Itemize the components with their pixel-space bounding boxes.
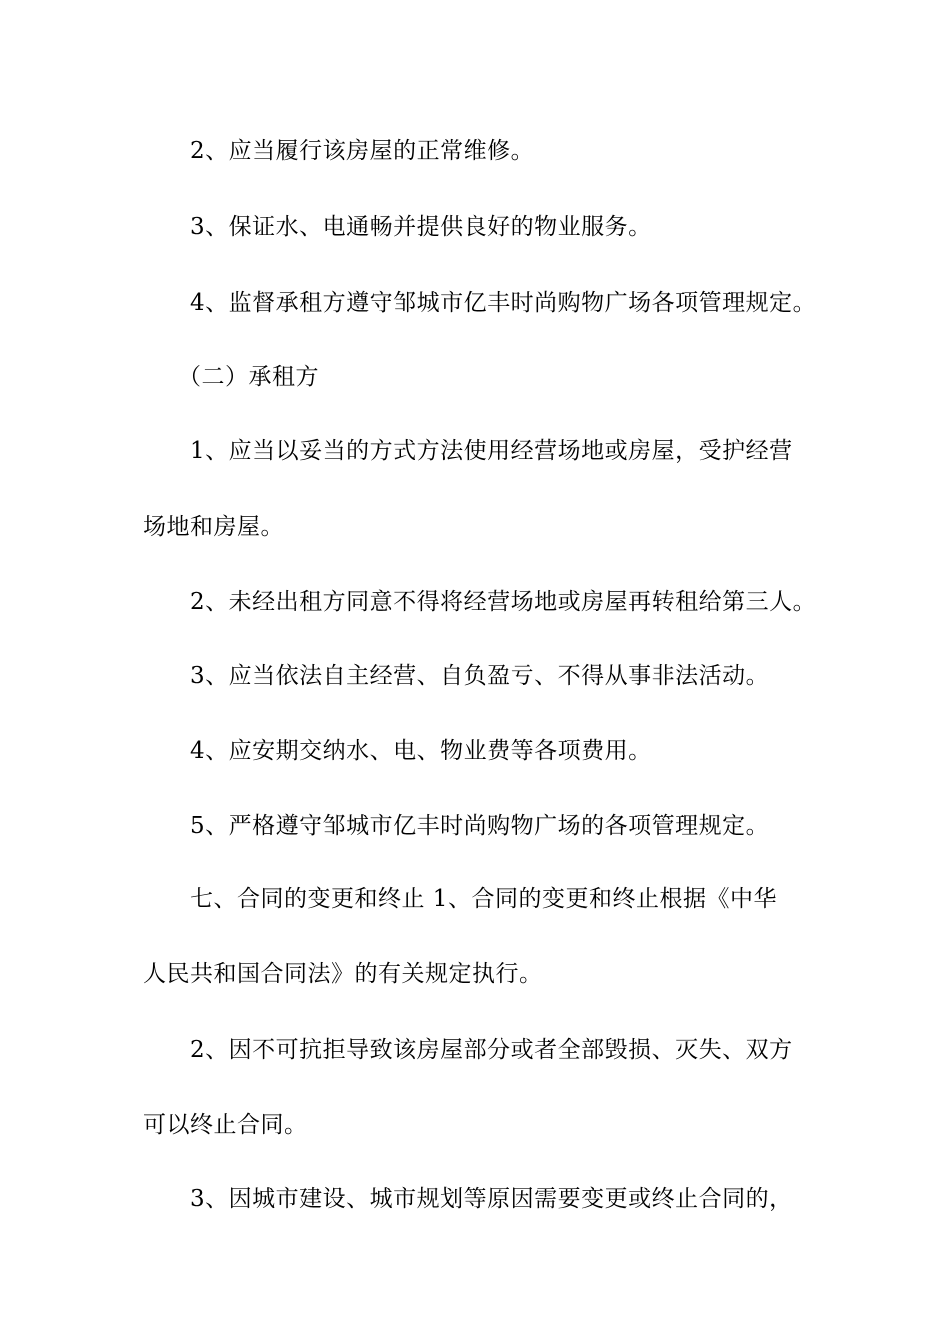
paragraph-change-item-2: 2、因不可抗拒导致该房屋部分或者全部毁损、灭失、双方 xyxy=(190,1037,793,1063)
paragraph-tenant-item-4: 4、应安期交纳水、电、物业费等各项费用。 xyxy=(190,738,652,764)
paragraph-landlord-item-4: 4、监督承租方遵守邹城市亿丰时尚购物广场各项管理规定。 xyxy=(190,290,817,316)
paragraph-change-item-3: 3、因城市建设、城市规划等原因需要变更或终止合同的， xyxy=(190,1186,793,1212)
paragraph-tenant-item-1: 1、应当以妥当的方式方法使用经营场地或房屋，受护经营 xyxy=(190,438,793,464)
paragraph-tenant-item-2: 2、未经出租方同意不得将经营场地或房屋再转租给第三人。 xyxy=(190,589,817,615)
paragraph-tenant-item-3: 3、应当依法自主经营、自负盈亏、不得从事非法活动。 xyxy=(190,663,770,689)
paragraph-landlord-item-3: 3、保证水、电通畅并提供良好的物业服务。 xyxy=(190,214,652,240)
paragraph-change-item-1-cont: 人民共和国合同法》的有关规定执行。 xyxy=(143,961,543,987)
paragraph-change-item-2-cont: 可以终止合同。 xyxy=(143,1112,308,1138)
paragraph-tenant-item-1-cont: 场地和房屋。 xyxy=(143,514,284,540)
paragraph-landlord-item-2: 2、应当履行该房屋的正常维修。 xyxy=(190,138,535,164)
section-heading-tenant: （二）承租方 xyxy=(178,364,319,390)
section-heading-change-termination: 七、合同的变更和终止 1、合同的变更和终止根据《中华 xyxy=(190,886,777,912)
paragraph-tenant-item-5: 5、严格遵守邹城市亿丰时尚购物广场的各项管理规定。 xyxy=(190,813,770,839)
